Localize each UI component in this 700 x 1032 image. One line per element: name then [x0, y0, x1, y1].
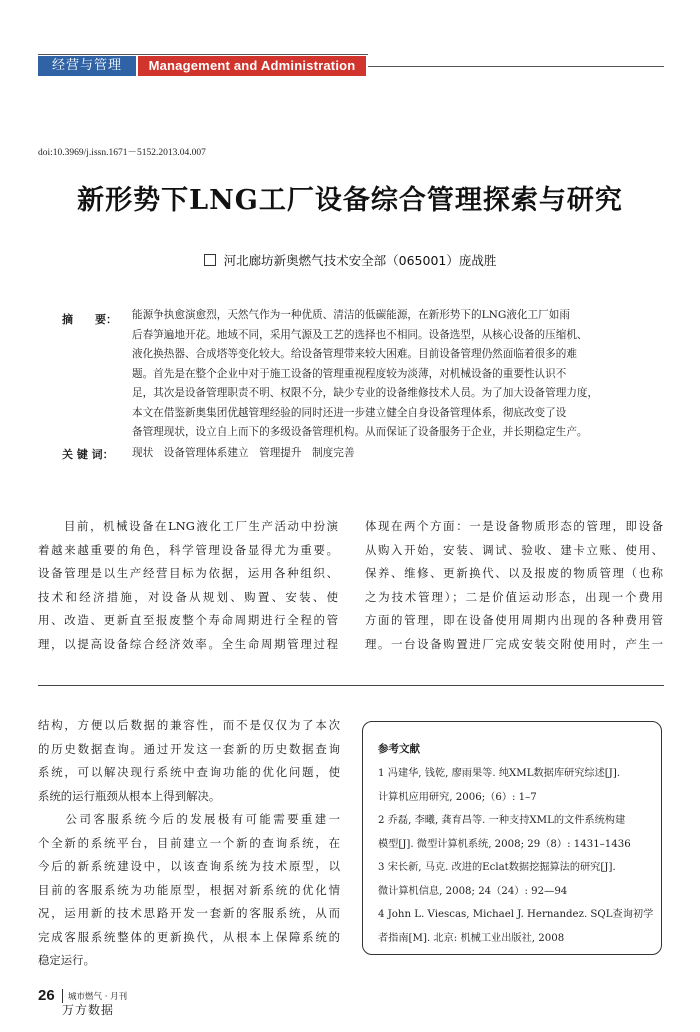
- body-line: 着越来越重要的角色，科学管理设备显得尤为重要。: [38, 542, 338, 557]
- body-line: 用、改造、更新直至报废整个寿命周期进行全程的管: [38, 613, 338, 627]
- reference-line: 模型[J]. 微型计算机系统, 2008; 29（8）: 1431–1436: [378, 838, 631, 850]
- abstract-line: 本文在借鉴新奥集团优越管理经验的同时还进一步建立健全自身设备管理体系，彻底改变了设: [132, 406, 567, 419]
- references-list: [378, 762, 653, 950]
- body-column-bottom-left: [38, 714, 340, 973]
- abstract-line: 备管理现状，设立自上而下的多级设备管理机构。从而保证了设备服务于企业，并长期稳定生产。: [132, 426, 588, 438]
- abstract-line: 液化换热器、合成塔等变化较大。给设备管理带来较大困难。目前设备管理仍然面临着很多的难: [132, 348, 577, 360]
- reference-line: 2 乔磊, 李曦, 龚育昌等. 一种支持XML的文件系统构建: [378, 815, 626, 826]
- page-number: 26: [38, 987, 55, 1004]
- square-bullet-icon: [204, 254, 216, 266]
- abstract-label: 摘 要：: [62, 313, 117, 326]
- reference-line: 微计算机信息, 2008; 24（24）: 92—94: [378, 885, 568, 897]
- body-line: 设备管理是以生产经营目标为依据，运用各种组织、: [38, 566, 338, 580]
- body-line: 稳定运行。: [38, 953, 95, 967]
- body-line: 系统的运行瓶颈从根本上得到解决。: [38, 788, 221, 803]
- body-line: 理，以提高设备综合经济效率。全生命周期管理过程: [38, 636, 338, 651]
- body-line: 理。一台设备购置进厂完成安装交附使用时，产生一: [365, 636, 663, 651]
- reference-line: 1 冯建华, 钱乾, 廖雨果等. 纯XML数据库研究综述[J].: [378, 768, 621, 779]
- body-line: 之为技术管理）；二是价值运动形态，出现一个费用: [365, 589, 663, 604]
- header-rule: [368, 66, 664, 67]
- keywords-label: 关 键 词：: [62, 448, 114, 461]
- body-line: 公司客服系统今后的发展极有可能需要重建一: [38, 812, 340, 826]
- body-column-top-left: [38, 515, 338, 656]
- journal-name: 城市燃气 · 月刊: [68, 992, 128, 1002]
- body-line: 目前的客服系统为功能原型，根据对新系统的优化情: [38, 882, 340, 897]
- body-line: 方面的管理，即在设备使用周期内出现的各种费用管: [365, 613, 663, 627]
- section-label-en: Management and Administration: [138, 56, 366, 76]
- abstract-line: 能源争执愈演愈烈，天然气作为一种优质、清洁的低碳能源，在新形势下的LNG液化工厂如雨: [132, 309, 570, 321]
- body-line: 结构，方便以后数据的兼容性，而不是仅仅为了本次: [38, 718, 340, 732]
- body-line: 从购入开始，安装、调试、验收、建卡立账、使用、: [365, 542, 663, 557]
- author-text: 河北廊坊新奥燃气技术安全部（065001）庞战胜: [223, 253, 497, 268]
- abstract-body: [132, 306, 642, 443]
- abstract-line: 足，其次是设备管理职责不明、权限不分，缺少专业的设备维修技术人员。为了加大设备管理力度，: [132, 387, 599, 399]
- article-title: 新形势下LNG工厂设备综合管理探索与研究: [77, 185, 623, 216]
- keywords-text: 现状 设备管理体系建立 管理提升 制度完善: [132, 447, 355, 459]
- body-line: 个全新的系统平台，目前建立一个新的查询系统，在: [38, 835, 340, 850]
- doi-text: doi:10.3969/j.issn.1671－5152.2013.04.007: [38, 148, 206, 158]
- body-line: 目前，机械设备在LNG液化工厂生产活动中扮演: [38, 519, 338, 533]
- header-top-rule: [38, 54, 368, 55]
- wanfang-watermark: 万方数据: [62, 1003, 115, 1017]
- body-line: 技术和经济措施，对设备从规划、购置、安装、使: [38, 589, 338, 604]
- reference-line: 者指南[M]. 北京: 机械工业出版社, 2008: [378, 932, 565, 944]
- section-divider: [38, 685, 664, 686]
- abstract-line: 后春笋遍地开花。地域不同，采用气源及工艺的选择也不相同。设备选型，从核心设备的压缩机、: [132, 328, 588, 341]
- body-line: 完成客服系统整体的更新换代，从根本上保障系统的: [38, 929, 340, 944]
- body-line: 保养、维修、更新换代、以及报废的物质管理（也称: [365, 566, 663, 580]
- author-line: [0, 251, 700, 269]
- references-title: 参考文献: [378, 743, 420, 755]
- body-line: 的历史数据查询。通过开发这一套新的历史数据查询: [38, 741, 340, 756]
- reference-line: 计算机应用研究, 2006;（6）: 1–7: [378, 791, 537, 803]
- body-line: 况，运用新的技术思路开发一套新的客服系统，从而: [38, 906, 340, 920]
- abstract-line: 题。首先是在整个企业中对于施工设备的管理重视程度较为淡薄，对机械设备的重要性认识不: [132, 367, 567, 380]
- body-line: 体现在两个方面：一是设备物质形态的管理，即设备: [365, 519, 663, 533]
- body-line: 系统，可以解决现行系统中查询功能的优化问题，使: [38, 765, 340, 779]
- section-label-cn: 经营与管理: [38, 56, 136, 76]
- reference-line: 4 John L. Viescas, Michael J. Hernandez. SQL查询初学: [378, 909, 654, 920]
- body-line: 今后的新系统建设中，以该查询系统为技术原型，以: [38, 859, 340, 873]
- reference-line: 3 宋长新, 马克. 改进的Eclat数据挖掘算法的研究[J].: [378, 862, 616, 873]
- body-column-top-right: [365, 515, 663, 656]
